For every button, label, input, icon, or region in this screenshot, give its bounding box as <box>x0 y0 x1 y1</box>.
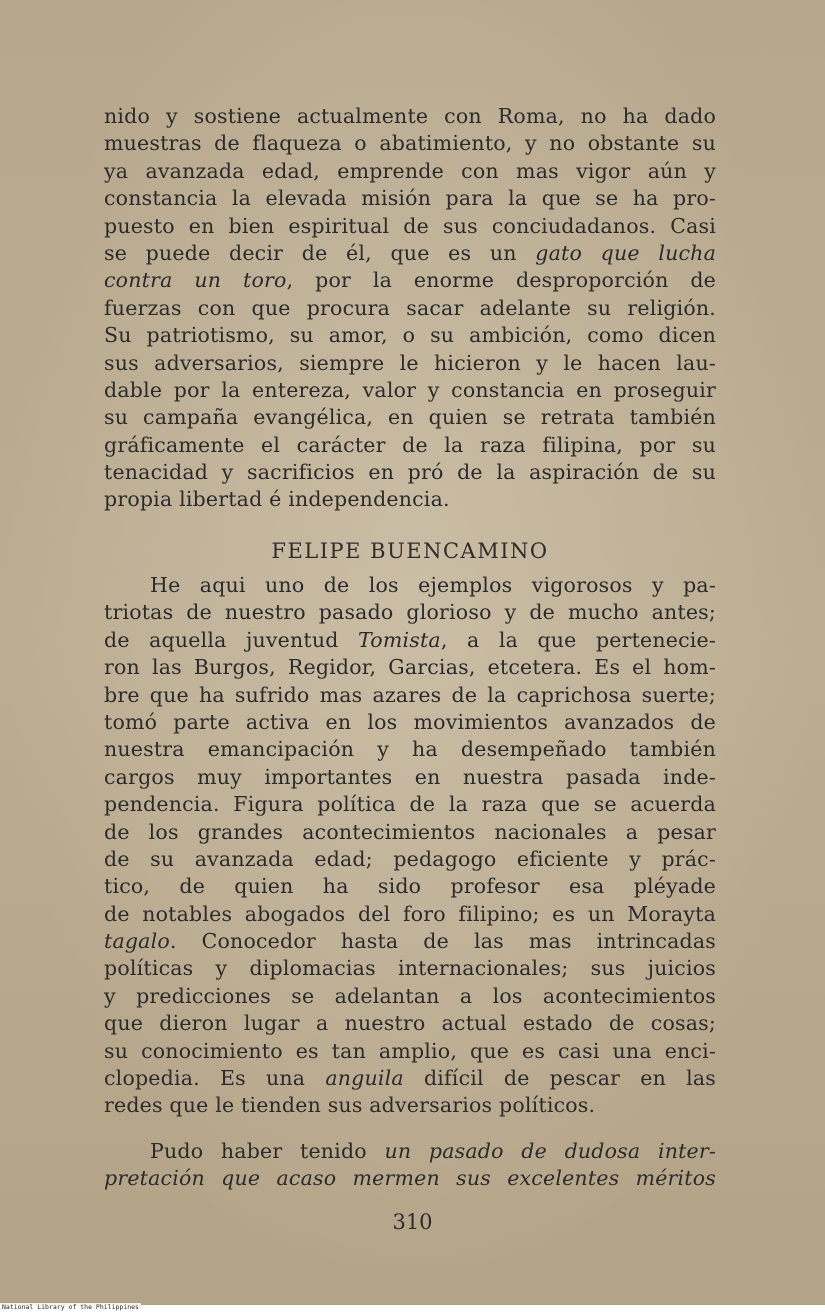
text-line: cargos muy importantes en nuestra pasada inde- <box>104 764 716 789</box>
text-line: nuestra emancipación y ha desempeñado también <box>104 737 716 762</box>
text-line: contra un toro, por la enorme desproporción de <box>104 268 716 293</box>
text-line: sus adversarios, siempre le hicieron y le hacen lau- <box>104 350 716 375</box>
text-line: tagalo. Conocedor hasta de las mas intrincadas <box>104 929 716 954</box>
text-line: políticas y diplomacias internacionales; sus juicios <box>104 956 716 981</box>
text-line: gráficamente el carácter de la raza filipina, por su <box>104 432 716 457</box>
text-line: que dieron lugar a nuestro actual estado de cosas; <box>104 1011 716 1036</box>
text-line: se puede decir de él, que es un gato que lucha <box>104 240 716 265</box>
text-line: tico, de quien ha sido profesor esa pléyade <box>104 874 716 899</box>
text-line: de notables abogados del foro filipino; es un Morayta <box>104 901 716 926</box>
text-line: y predicciones se adelantan a los acontecimientos <box>104 983 716 1008</box>
text-line: propia libertad é independencia. <box>104 487 450 512</box>
paragraph-continuation <box>104 103 716 514</box>
text-line: de su avanzada edad; pedagogo eficiente y prác- <box>104 846 716 871</box>
text-line: clopedia. Es una anguila difícil de pescar en las <box>104 1066 716 1091</box>
text-line: nido y sostiene actualmente con Roma, no ha dado <box>104 104 716 128</box>
paragraph-closing <box>104 1138 716 1193</box>
text-line: muestras de flaqueza o abatimiento, y no obstante su <box>104 131 716 156</box>
text-line: puesto en bien espiritual de sus conciudadanos. Casi <box>104 213 716 238</box>
text-line: triotas de nuestro pasado glorioso y de mucho antes; <box>104 600 716 625</box>
text-line: redes que le tienden sus adversarios políticos. <box>104 1093 596 1118</box>
text-line: pendencia. Figura política de la raza que se acuerda <box>104 792 716 817</box>
text-line: su conocimiento es tan amplio, que es casi una enci- <box>104 1038 716 1063</box>
text-line: de aquella juventud Tomista, a la que pertenecie- <box>104 627 716 652</box>
text-line: ron las Burgos, Regidor, Garcias, etcetera. Es el hom- <box>104 655 716 680</box>
text-line: Pudo haber tenido un pasado de dudosa inter- <box>150 1139 716 1163</box>
page-number: 310 <box>392 1210 433 1234</box>
text-line: tenacidad y sacrificios en pró de la aspiración de su <box>104 460 716 485</box>
text-line: Su patriotismo, su amor, o su ambición, como dicen <box>104 323 716 348</box>
text-line: dable por la entereza, valor y constancia en proseguir <box>104 377 716 402</box>
section-heading: FELIPE BUENCAMINO <box>271 539 549 563</box>
text-line: pretación que acaso mermen sus excelentes méritos <box>104 1166 716 1191</box>
text-line: bre que ha sufrido mas azares de la caprichosa suerte; <box>104 682 716 707</box>
text-line: He aqui uno de los ejemplos vigorosos y pa- <box>150 573 716 597</box>
text-line: fuerzas con que procura sacar adelante su religión. <box>104 295 716 320</box>
text-line: constancia la elevada misión para la que se ha pro- <box>104 186 716 211</box>
text-line: tomó parte activa en los movimientos avanzados de <box>104 709 716 734</box>
paragraph-felipe-buencamino <box>104 572 716 1120</box>
text-line: su campaña evangélica, en quien se retrata también <box>104 405 716 430</box>
library-watermark: National Library of the Philippines <box>2 1303 139 1311</box>
text-line: de los grandes acontecimientos nacionales a pesar <box>104 819 716 844</box>
text-line: ya avanzada edad, emprende con mas vigor aún y <box>104 158 716 183</box>
